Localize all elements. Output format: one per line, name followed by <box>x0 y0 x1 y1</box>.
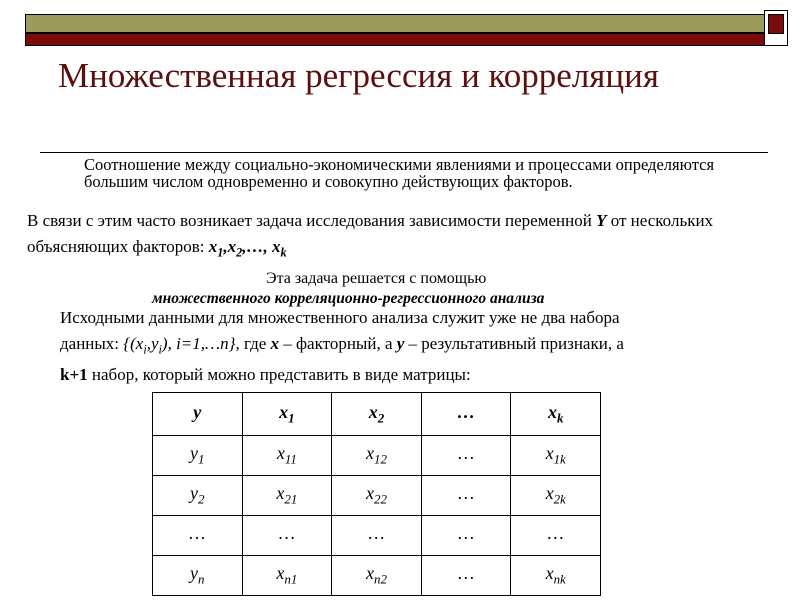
header-cell: $x_k$ <box>511 393 601 436</box>
method-name: множественного корреляционно-регрессионного анализа <box>152 290 545 307</box>
data-matrix-table <box>152 392 601 596</box>
para2-text-1: В связи с этим часто возникает задача исследования зависимости переменной <box>27 211 597 230</box>
dependency-paragraph <box>27 208 767 265</box>
para3-line-1: Исходными данными для множественного анализа служит уже не два набора <box>60 308 620 327</box>
para2-text-2: от нескольких объясняющих факторов: <box>27 211 714 256</box>
solve-line: Эта задача решается с помощью <box>266 270 487 287</box>
matrix-cell: $x_{n2}$ <box>332 556 422 596</box>
matrix-cell: … <box>511 516 601 556</box>
matrix-cell: $x_{2k}$ <box>511 476 601 516</box>
matrix-header-row <box>153 393 601 436</box>
input-data-paragraph <box>60 305 760 388</box>
matrix-cell: $x_{22}$ <box>332 476 422 516</box>
slide-title: Множественная регрессия и корреляция <box>58 56 659 95</box>
matrix-cell: $x_{nk}$ <box>511 556 601 596</box>
matrix-cell: $y_n$ <box>153 556 243 596</box>
para3-line-3: k+1 набор, который можно представить в виде матрицы: <box>60 365 471 385</box>
header-cell: … <box>421 393 511 436</box>
matrix-cell: … <box>421 516 511 556</box>
matrix-cell: … <box>153 516 243 556</box>
header-cell: $x_2$ <box>332 393 422 436</box>
table-row <box>153 436 601 476</box>
para3-line-2: данных: {$(x_i,y_i)$, i=1,…n}, где x – факторный, а y – результативный признаки, а <box>60 334 624 357</box>
matrix-cell: $y_1$ <box>153 436 243 476</box>
title-divider <box>40 152 768 153</box>
matrix-cell: $x_{11}$ <box>242 436 332 476</box>
matrix-cell: … <box>332 516 422 556</box>
matrix-cell: … <box>421 556 511 596</box>
matrix-cell: … <box>421 476 511 516</box>
corner-decoration-inner <box>768 14 784 34</box>
matrix-cell: $y_2$ <box>153 476 243 516</box>
header-band-red <box>25 33 768 46</box>
table-row <box>153 476 601 516</box>
matrix-cell: … <box>421 436 511 476</box>
matrix-cell: $x_{n1}$ <box>242 556 332 596</box>
para2-var-y: Y <box>596 211 607 230</box>
table-row <box>153 516 601 556</box>
matrix-cell: $x_{1k}$ <box>511 436 601 476</box>
factor-list: $x_1,x_2,\dots$, $x_k$ <box>208 237 287 260</box>
matrix-cell: … <box>242 516 332 556</box>
intro-paragraph: Соотношение между социально-экономическими явлениями и процессами определяются большим числом одновременно и совокупно действующих факторов. <box>84 155 715 191</box>
dataset-notation: {$(x_i,y_i)$, i=1,…n} <box>123 334 236 357</box>
matrix-cell: $x_{21}$ <box>242 476 332 516</box>
header-cell: y <box>153 393 243 436</box>
header-cell: $x_1$ <box>242 393 332 436</box>
table-row <box>153 556 601 596</box>
header-band-olive <box>25 14 768 33</box>
matrix-cell: $x_{12}$ <box>332 436 422 476</box>
